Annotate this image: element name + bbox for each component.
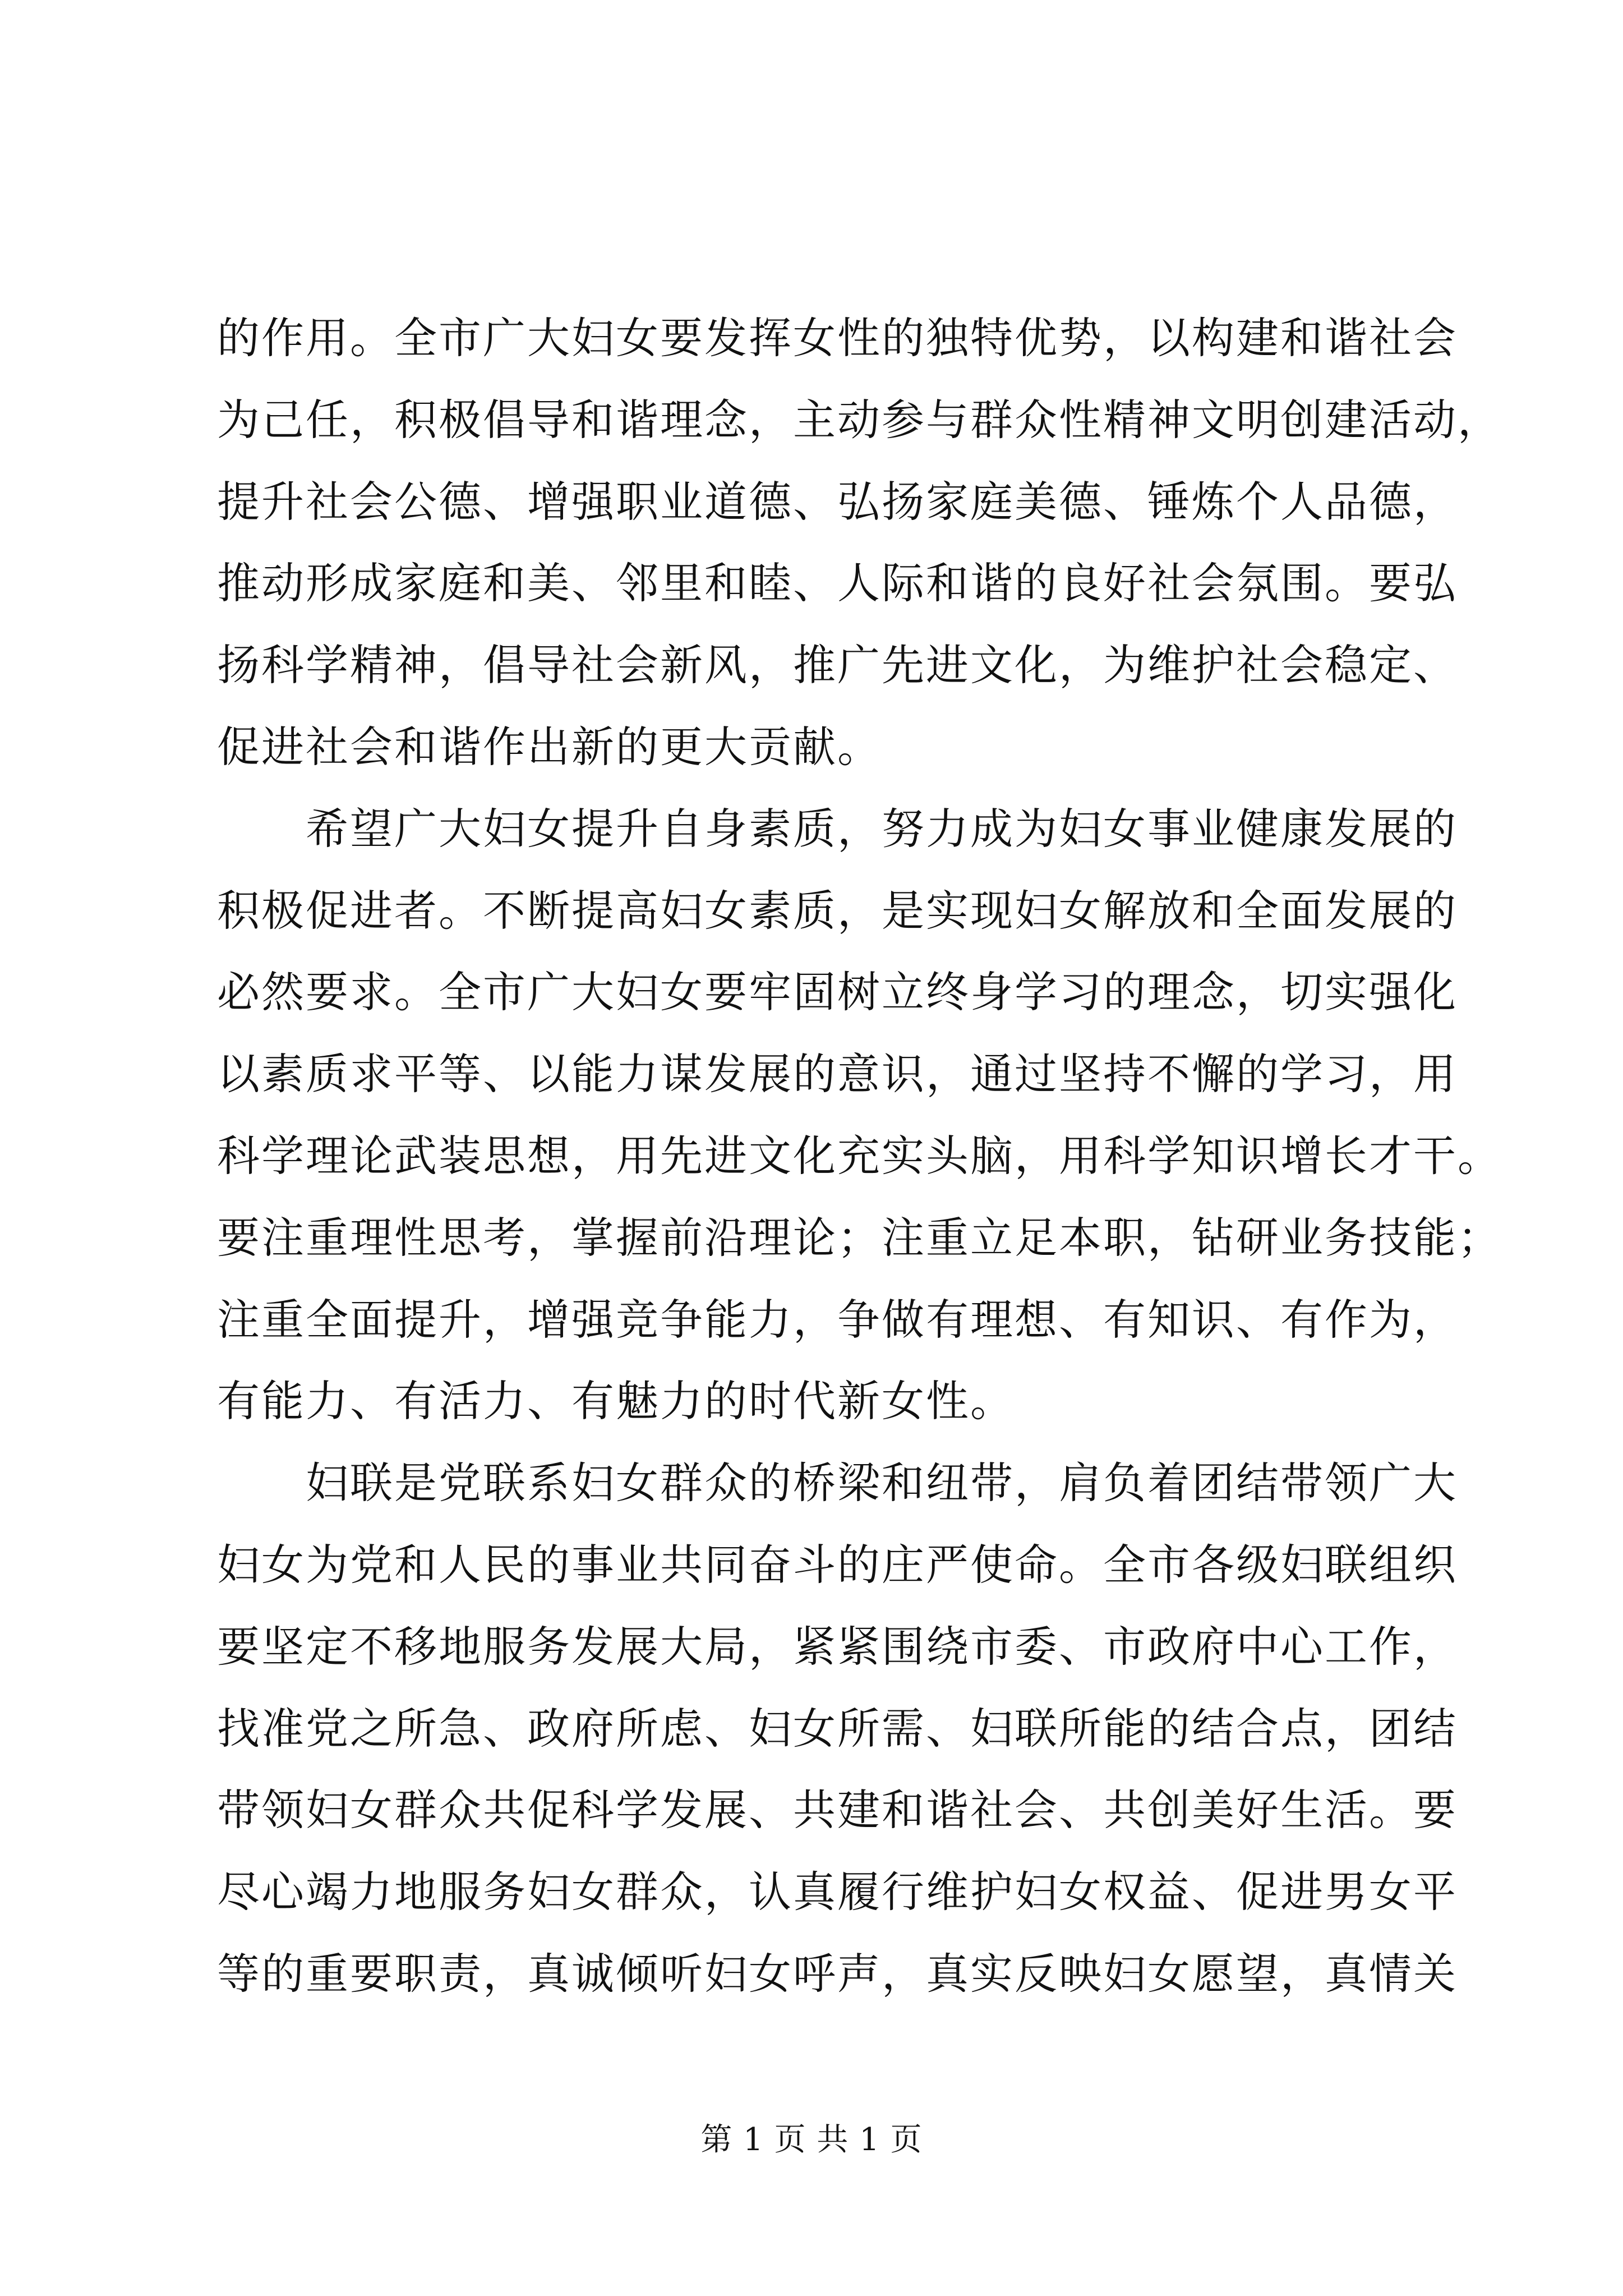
text-line: 妇联是党联系妇女群众的桥梁和纽带，肩负着团结带领广大 bbox=[217, 1458, 1458, 1508]
text-line: 带领妇女群众共促科学发展、共建和谐社会、共创美好生活。要 bbox=[217, 1785, 1458, 1835]
text-line: 要坚定不移地服务发展大局，紧紧围绕市委、市政府中心工作， bbox=[217, 1621, 1458, 1672]
text-line: 为己任，积极倡导和谐理念，主动参与群众性精神文明创建活动， bbox=[217, 394, 1502, 445]
text-line: 妇女为党和人民的事业共同奋斗的庄严使命。全市各级妇联组织 bbox=[217, 1539, 1458, 1590]
text-line: 科学理论武装思想，用先进文化充实头脑，用科学知识增长才干。 bbox=[217, 1130, 1502, 1181]
text-line: 找准党之所急、政府所虑、妇女所需、妇联所能的结合点，团结 bbox=[217, 1703, 1458, 1754]
text-line: 推动形成家庭和美、邻里和睦、人际和谐的良好社会氛围。要弘 bbox=[217, 558, 1458, 609]
text-line: 有能力、有活力、有魅力的时代新女性。 bbox=[217, 1376, 1015, 1427]
text-line: 扬科学精神，倡导社会新风，推广先进文化，为维护社会稳定、 bbox=[217, 640, 1458, 691]
text-line: 必然要求。全市广大妇女要牢固树立终身学习的理念，切实强化 bbox=[217, 967, 1458, 1018]
text-line: 促进社会和谐作出新的更大贡献。 bbox=[217, 721, 882, 772]
text-line: 以素质求平等、以能力谋发展的意识，通过坚持不懈的学习，用 bbox=[217, 1049, 1458, 1099]
text-line: 注重全面提升，增强竞争能力，争做有理想、有知识、有作为， bbox=[217, 1294, 1458, 1345]
text-line: 的作用。全市广大妇女要发挥女性的独特优势，以构建和谐社会 bbox=[217, 313, 1458, 363]
page-footer: 第 1 页 共 1 页 bbox=[700, 2122, 923, 2158]
text-line: 希望广大妇女提升自身素质，努力成为妇女事业健康发展的 bbox=[217, 803, 1458, 854]
text-line: 尽心竭力地服务妇女群众，认真履行维护妇女权益、促进男女平 bbox=[217, 1867, 1458, 1917]
text-line: 要注重理性思考，掌握前沿理论；注重立足本职，钻研业务技能； bbox=[217, 1212, 1502, 1263]
body-text bbox=[217, 297, 1502, 2015]
text-line: 等的重要职责，真诚倾听妇女呼声，真实反映妇女愿望，真情关 bbox=[217, 1948, 1458, 1999]
text-line: 提升社会公德、增强职业道德、弘扬家庭美德、锤炼个人品德， bbox=[217, 476, 1458, 527]
text-line: 积极促进者。不断提高妇女素质，是实现妇女解放和全面发展的 bbox=[217, 885, 1458, 936]
